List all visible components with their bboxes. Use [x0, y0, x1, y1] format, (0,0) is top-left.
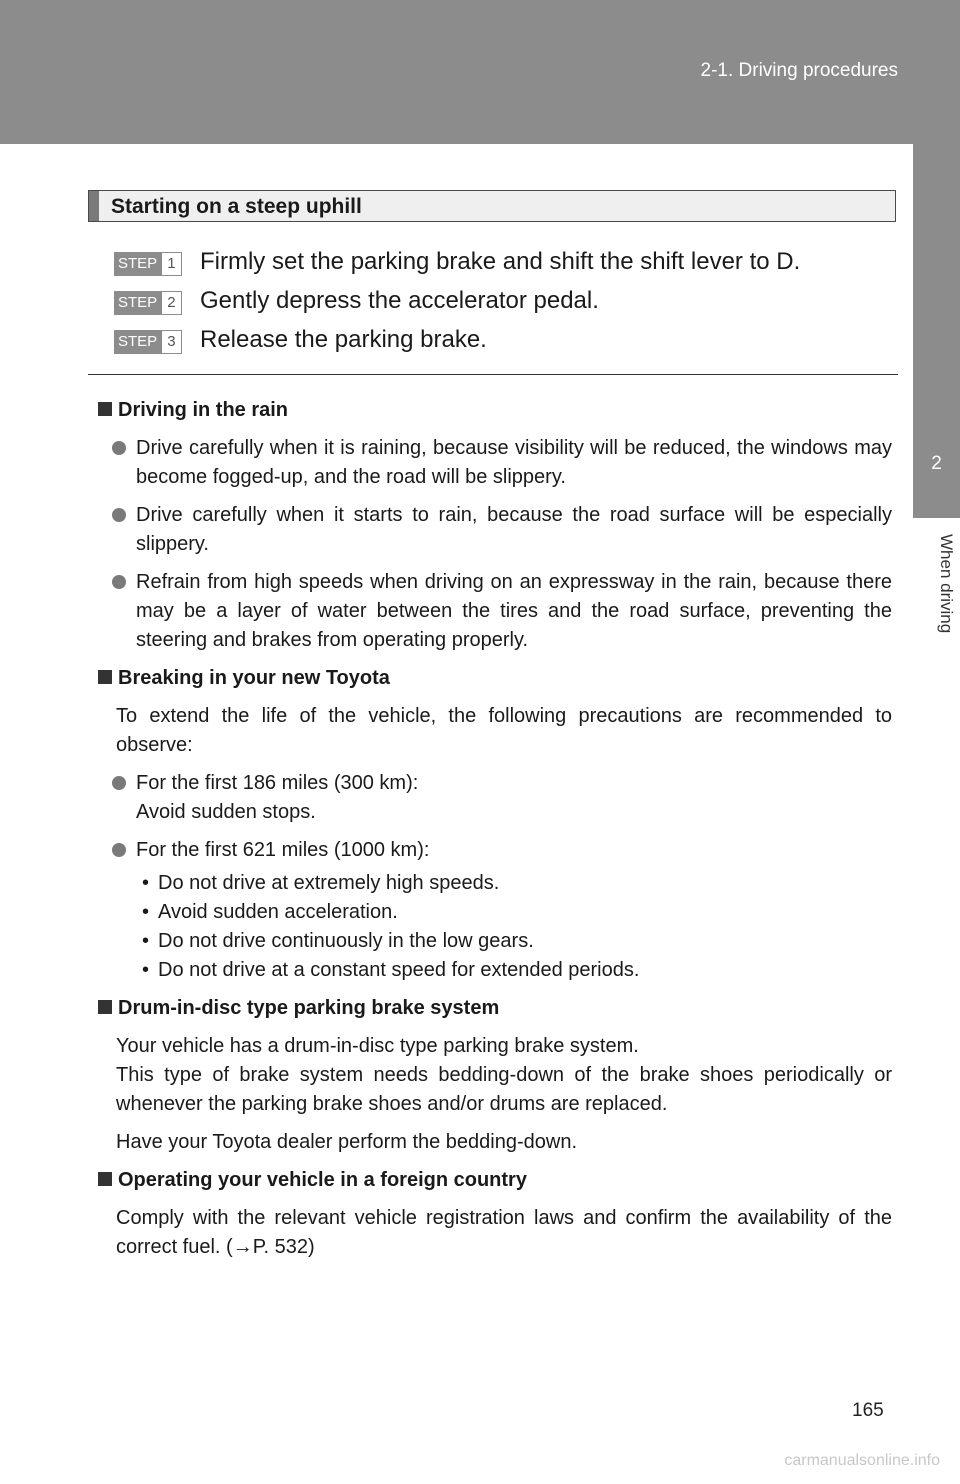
- chapter-number: 2: [931, 453, 942, 474]
- watermark: carmanualsonline.info: [784, 1452, 940, 1469]
- section-divider: [88, 374, 898, 375]
- notes-body: [98, 396, 892, 1271]
- section-heading-foreign: Operating your vehicle in a foreign country: [98, 1166, 892, 1195]
- section-heading-drum: Drum-in-disc type parking brake system: [98, 994, 892, 1023]
- page-number: 165: [852, 1400, 884, 1421]
- section-title-box: [88, 190, 896, 222]
- list-item: For the first 186 miles (300 km): Avoid sudden stops.: [98, 769, 892, 827]
- drum-paragraph-3: Have your Toyota dealer perform the bedding-down.: [116, 1131, 578, 1153]
- step-badge: STEP 1: [114, 252, 182, 276]
- drum-paragraph-1: Your vehicle has a drum-in-disc type parking brake system.: [116, 1035, 639, 1057]
- sub-list-item: • Do not drive continuously in the low gears.: [142, 930, 534, 952]
- circle-bullet-icon: [112, 776, 126, 790]
- page-header: [0, 0, 960, 144]
- circle-bullet-icon: [112, 508, 126, 522]
- breakin-intro: To extend the life of the vehicle, the following precautions are recommended to observe:: [116, 705, 892, 756]
- list-item: Drive carefully when it is raining, because visibility will be reduced, the windows may become fogged-up, and the road will be slippery.: [98, 434, 892, 492]
- section-title: Starting on a steep uphill: [111, 195, 362, 218]
- sub-list-item: • Avoid sudden acceleration.: [142, 901, 398, 923]
- sub-list-item: • Do not drive at extremely high speeds.: [142, 872, 500, 894]
- foreign-paragraph: Comply with the relevant vehicle registration laws and confirm the availability of the correct fuel. (→P. 532): [116, 1207, 892, 1258]
- step-text: Release the parking brake.: [200, 326, 487, 353]
- list-item: Refrain from high speeds when driving on an expressway in the rain, because there may be a layer of water between the tires and the road surface, preventing the steering and brakes from operating properly.: [98, 568, 892, 655]
- square-bullet-icon: [98, 1000, 112, 1014]
- chapter-title: 2-1. Driving procedures: [700, 60, 898, 81]
- section-heading-rain: Driving in the rain: [98, 396, 892, 425]
- square-bullet-icon: [98, 402, 112, 416]
- sub-list-item: • Do not drive at a constant speed for extended periods.: [142, 959, 640, 981]
- circle-bullet-icon: [112, 843, 126, 857]
- circle-bullet-icon: [112, 575, 126, 589]
- chapter-side-label: When driving: [937, 534, 956, 634]
- circle-bullet-icon: [112, 441, 126, 455]
- square-bullet-icon: [98, 670, 112, 684]
- drum-paragraph-2: This type of brake system needs bedding-down of the brake shoes periodically or whenever the parking brake shoes and/or drums are replaced.: [116, 1064, 892, 1115]
- step-badge: STEP 2: [114, 291, 182, 315]
- step-badge: STEP 3: [114, 330, 182, 354]
- square-bullet-icon: [98, 1172, 112, 1186]
- step-text: Gently depress the accelerator pedal.: [200, 287, 599, 314]
- section-heading-breakin: Breaking in your new Toyota: [98, 664, 892, 693]
- title-bar-marker: [89, 191, 99, 221]
- step-text: Firmly set the parking brake and shift the shift lever to D.: [200, 248, 801, 275]
- list-item: Drive carefully when it starts to rain, because the road surface will be especially slippery.: [98, 501, 892, 559]
- list-item: For the first 621 miles (1000 km):: [98, 836, 892, 865]
